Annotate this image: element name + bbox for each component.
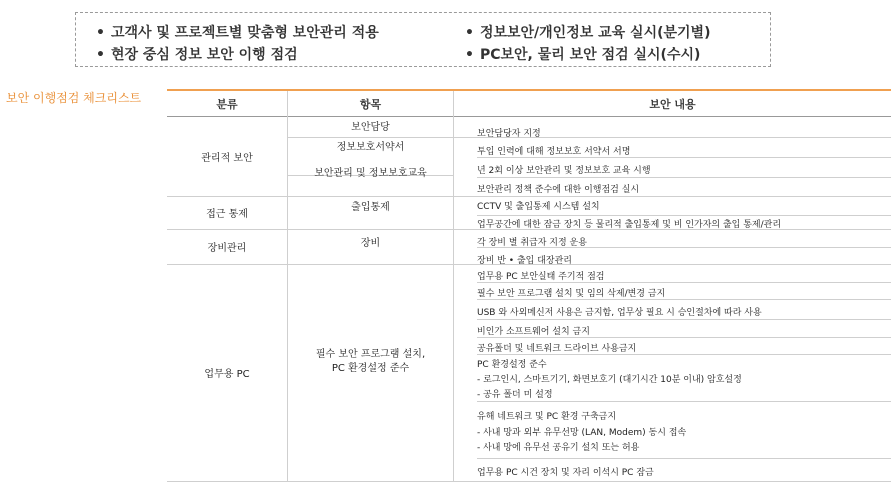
content-line: 업무공간에 대한 잠금 장치 등 물리적 출입통제 및 비 인가자의 출입 통제/관리 [477,220,782,230]
row-divider [477,299,891,300]
summary-text: 현장 중심 정보 보안 이행 점검 [110,47,298,63]
item-access-control: 출입통제 [351,202,390,213]
content-line: - 사내 망과 외부 유무선망 (LAN, Modem) 동시 접속 [477,428,687,438]
content-line: - 로그인시, 스마트기기, 화면보호기 (대기시간 10분 이내) 암호설정 [477,375,742,385]
content-line: 업무용 PC 보안실태 주기적 점검 [477,272,605,282]
header-content: 보안 내용 [649,98,696,111]
table-top-border [167,89,891,91]
header-bottom-border [167,116,891,117]
row-divider [288,137,891,138]
content-line: USB 와 사외메신저 사용은 금지함, 업무상 필요 시 승인절차에 따라 사용 [477,308,762,318]
content-line: 보안관리 정책 준수에 대한 이행점검 실시 [477,185,640,195]
row-divider [477,282,891,283]
bullet-dot: • [465,25,474,41]
summary-text: PC보안, 물리 보안 점검 실시(수시) [479,47,701,63]
header-category: 분류 [216,98,238,111]
content-line: 업무용 PC 시건 장치 및 자리 이석시 PC 잠금 [477,468,654,478]
table-bottom-border [167,481,891,482]
bullet-dot: • [465,47,474,63]
item-officer: 보안담당 [351,122,390,133]
content-line: 필수 보안 프로그램 설치 및 임의 삭제/변경 금지 [477,289,666,299]
category-admin: 관리적 보안 [201,153,253,164]
item-pledge: 정보보호서약서 [336,142,405,153]
summary-text: 정보보안/개인정보 교육 실시(분기별) [479,25,711,41]
bullet-dot: • [96,25,105,41]
category-pc: 업무용 PC [204,369,250,380]
bullet-dot: • [96,47,105,63]
item-pc-line2: PC 환경설정 준수 [331,363,410,374]
row-divider [477,157,891,158]
content-line: 비인가 소프트웨어 설치 금지 [477,327,590,337]
item-pc-line1: 필수 보안 프로그램 설치, [315,349,426,360]
summary-item [465,22,710,42]
row-divider [477,215,891,216]
summary-item [96,22,379,42]
item-equipment: 장비 [360,238,381,249]
content-line: PC 환경설정 준수 [477,360,547,370]
content-line: 장비 반 • 출입 대장관리 [477,256,572,266]
column-divider [453,91,454,481]
content-line: 보안담당자 지정 [477,129,541,139]
category-access: 접근 통제 [206,209,248,220]
content-line: - 공유 폴더 미 설정 [477,390,553,400]
content-line: - 사내 망에 유무선 공유기 설치 또는 허용 [477,443,640,453]
row-divider [167,196,891,197]
summary-text: 고객사 및 프로젝트별 맞춤형 보안관리 적용 [110,25,379,41]
row-divider [477,319,891,320]
row-divider [477,401,891,402]
row-divider [477,177,891,178]
summary-item [465,44,700,64]
content-line: 공유폴더 및 네트워크 드라이브 사용금지 [477,344,637,354]
category-equipment: 장비관리 [207,243,247,254]
row-divider [477,458,891,459]
content-line: 투입 인력에 대해 정보보호 서약서 서명 [477,147,631,157]
content-line: 유해 네트워크 및 PC 환경 구축금지 [477,412,617,422]
row-divider [477,354,891,355]
content-line: CCTV 및 출입통제 시스템 설치 [477,202,600,212]
section-title: 보안 이행점검 체크리스트 [6,91,142,105]
content-line: 년 2회 이상 보안관리 및 정보보호 교육 시행 [477,166,651,176]
summary-box [75,12,771,67]
row-divider [477,337,891,338]
content-line: 각 장비 별 취급자 지정 운용 [477,238,587,248]
summary-item [96,44,298,64]
item-training: 보안관리 및 정보보호교육 [314,168,427,179]
header-item: 항목 [359,98,382,111]
